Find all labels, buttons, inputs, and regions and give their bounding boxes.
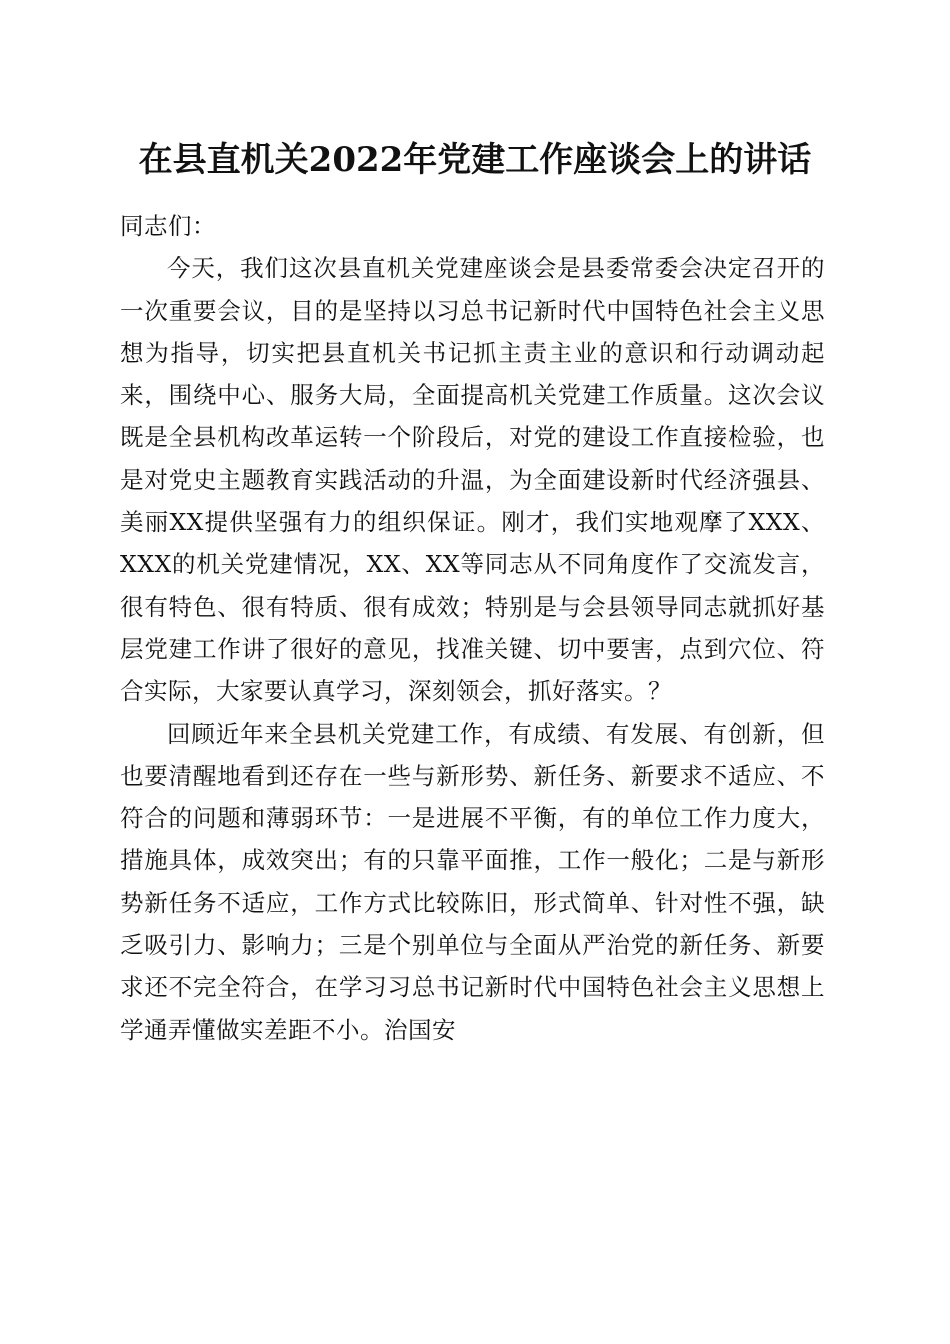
salutation: 同志们： [120,212,216,240]
paragraph-1: 今天，我们这次县直机关党建座谈会是县委常委会决定召开的一次重要会议，目的是坚持以习总书记新时代中国特色社会主义思想为指导，切实把县直机关书记抓主责主业的意识和行动调动起来，围绕中心、服务大局，全面提高机关党建工作质量。这次会议既是全县机构改革运转一个阶段后，对党的建设工作直接检验，也是对党史主题教育实践活动的升温，为全面建设新时代经济强县、美丽XX提供坚强有力的组织保证。刚才，我们实地观摩了XXX、XXX的机关党建情况，XX、XX等同志从不同角度作了交流发言，很有特色、很有特质、很有成效；特别是与会县领导同志就抓好基层党建工作讲了很好的意见，找准关键、切中要害，点到穴位、符合实际，大家要认真学习，深刻领会，抓好落实。？ [120,254,825,706]
paragraph-2: 回顾近年来全县机关党建工作，有成绩、有发展、有创新，但也要清醒地看到还存在一些与新形势、新任务、新要求不适应、不符合的问题和薄弱环节：一是进展不平衡，有的单位工作力度大，措施具体，成效突出；有的只靠平面推，工作一般化；二是与新形势新任务不适应，工作方式比较陈旧，形式简单、针对性不强，缺乏吸引力、影响力；三是个别单位与全面从严治党的新任务、新要求还不完全符合，在学习习总书记新时代中国特色社会主义思想上学通弄懂做实差距不小。治国安 [120,719,825,1044]
document-body [120,205,825,1051]
document-title: 在县直机关2022年党建工作座谈会上的讲话 [138,140,812,180]
